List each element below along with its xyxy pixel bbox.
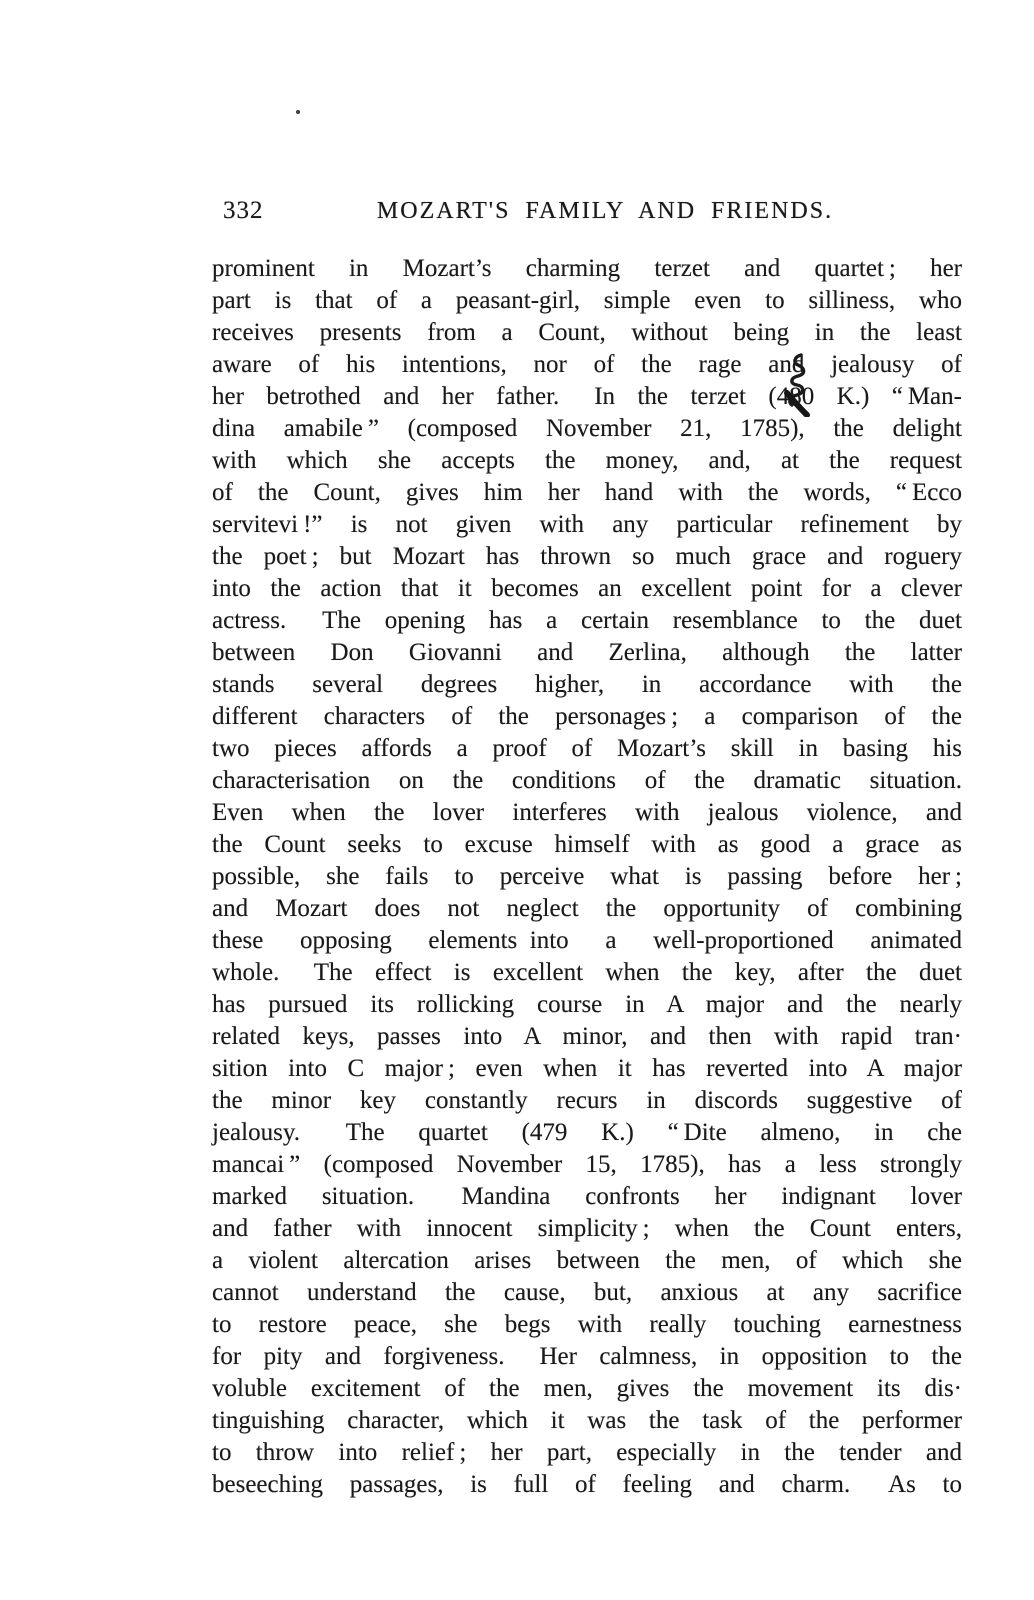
text-line: sition into C major ; even when it has reverted into A major	[212, 1055, 962, 1082]
text-line: mancai ” (composed November 15, 1785), has a less strongly	[212, 1151, 962, 1178]
text-line: jealousy. The quartet (479 K.) “ Dite almeno, in che	[212, 1119, 962, 1146]
text-line: tinguishing character, which it was the task of the performer	[212, 1407, 962, 1434]
obscured-digit	[789, 381, 802, 413]
text-line: marked situation. Mandina confronts her indignant lover	[212, 1183, 962, 1210]
text-line: a violent altercation arises between the men, of which she	[212, 1247, 962, 1274]
text-line: receives presents from a Count, without being in the least	[212, 319, 962, 346]
text-line: with which she accepts the money, and, at the request	[212, 447, 962, 474]
text-line: prominent in Mozart’s charming terzet and quartet ; her	[212, 255, 962, 282]
text-line: stands several degrees higher, in accordance with the	[212, 671, 962, 698]
text-line: and father with innocent simplicity ; when the Count enters,	[212, 1215, 962, 1242]
page-number: 332	[223, 197, 264, 224]
text-line	[212, 381, 962, 413]
text-line: to restore peace, she begs with really touching earnestness	[212, 1311, 962, 1338]
body-text	[212, 253, 962, 1501]
page-header	[212, 195, 962, 229]
text-line: cannot understand the cause, but, anxious at any sacrifice	[212, 1279, 962, 1306]
printed-digit: 8	[789, 383, 802, 410]
text-line: voluble excitement of the men, gives the movement its dis·	[212, 1375, 962, 1402]
text-line: into the action that it becomes an excellent point for a clever	[212, 575, 962, 602]
text-line: possible, she fails to perceive what is passing before her ;	[212, 863, 962, 890]
line-segment: her betrothed and her father. In the terzet (4	[212, 383, 790, 410]
text-line: aware of his intentions, nor of the rage and jealousy of	[212, 351, 962, 378]
line-segment: 0 K.) “ Man-	[801, 383, 962, 410]
text-line: servitevi !” is not given with any particular refinement by	[212, 511, 962, 538]
text-line: between Don Giovanni and Zerlina, although the latter	[212, 639, 962, 666]
text-line: dina amabile ” (composed November 21, 1785), the delight	[212, 415, 962, 442]
text-line: characterisation on the conditions of the dramatic situation.	[212, 767, 962, 794]
text-line: related keys, passes into A minor, and then with rapid tran·	[212, 1023, 962, 1050]
text-line: beseeching passages, is full of feeling and charm. As to	[212, 1471, 962, 1498]
text-line: Even when the lover interferes with jealous violence, and	[212, 799, 962, 826]
text-line: actress. The opening has a certain resemblance to the duet	[212, 607, 962, 634]
text-line: these opposing elements into a well-proportioned animated	[212, 927, 962, 954]
scan-speck	[296, 110, 300, 114]
running-header: MOZART'S FAMILY AND FRIENDS.	[376, 198, 834, 224]
text-line: has pursued its rollicking course in A major and the nearly	[212, 991, 962, 1018]
text-line: to throw into relief ; her part, especially in the tender and	[212, 1439, 962, 1466]
text-line: of the Count, gives him her hand with the words, “ Ecco	[212, 479, 962, 506]
text-line: the Count seeks to excuse himself with as good a grace as	[212, 831, 962, 858]
text-line: whole. The effect is excellent when the key, after the duet	[212, 959, 962, 986]
text-line: and Mozart does not neglect the opportunity of combining	[212, 895, 962, 922]
text-line: for pity and forgiveness. Her calmness, in opposition to the	[212, 1343, 962, 1370]
text-line: different characters of the personages ; a comparison of the	[212, 703, 962, 730]
text-line: the poet ; but Mozart has thrown so much grace and roguery	[212, 543, 962, 570]
text-line: part is that of a peasant-girl, simple even to silliness, who	[212, 287, 962, 314]
text-line: two pieces affords a proof of Mozart’s skill in basing his	[212, 735, 962, 762]
text-line: the minor key constantly recurs in discords suggestive of	[212, 1087, 962, 1114]
